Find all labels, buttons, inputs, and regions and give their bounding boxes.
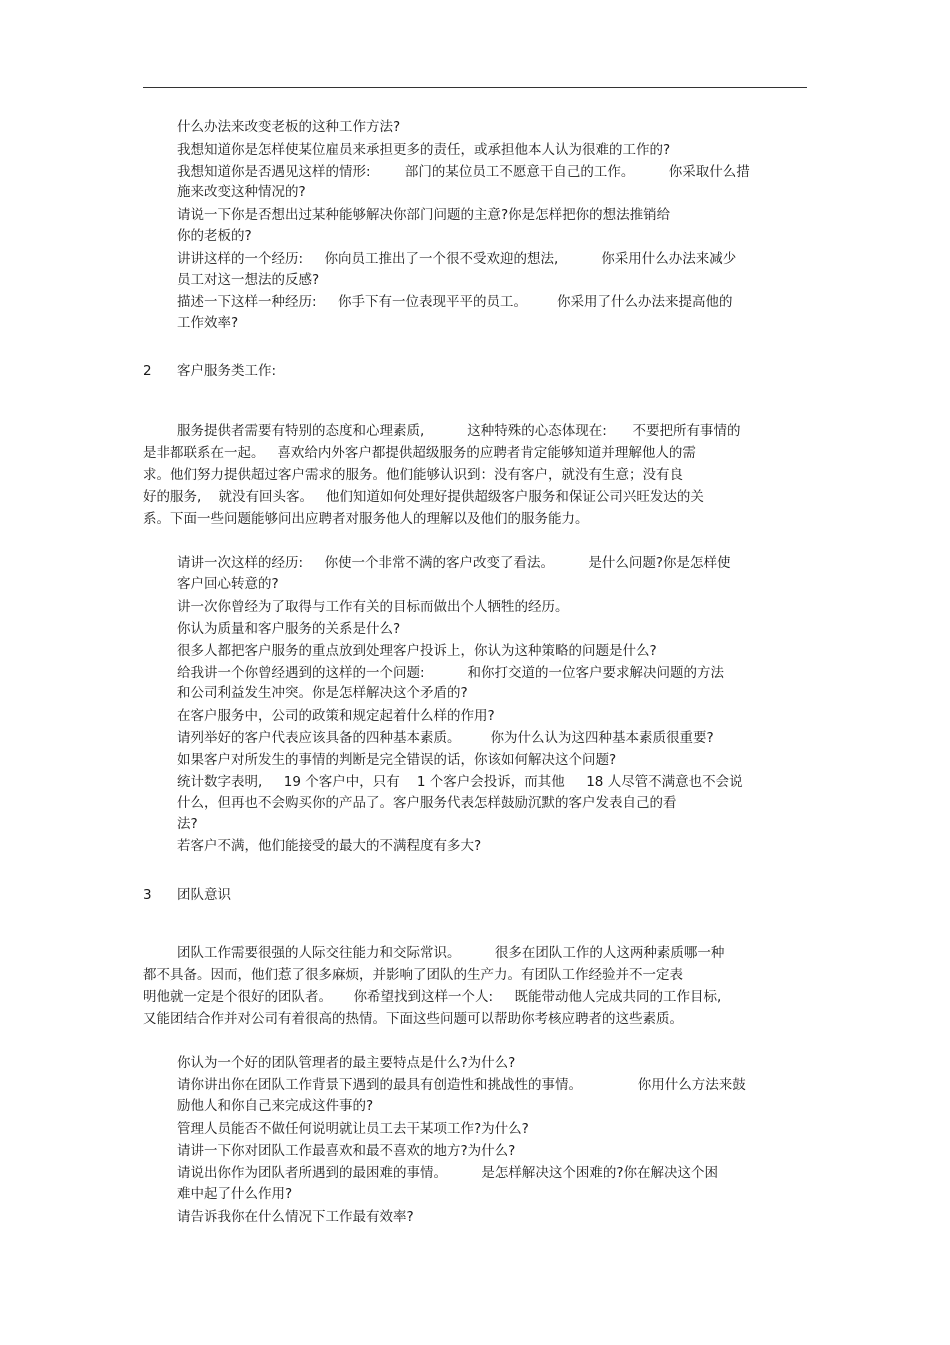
question-line: 客户回心转意的?: [177, 576, 279, 592]
question-line: 法?: [177, 816, 198, 832]
question-line: 请列举好的客户代表应该具备的四种基本素质。 你为什么认为这四种基本素质很重要?: [177, 730, 714, 746]
question-line: 和公司利益发生冲突。你是怎样解决这个矛盾的?: [177, 685, 468, 701]
question-line: 我想知道你是否遇见这样的情形: 部门的某位员工不愿意干自己的工作。 你采取什么措: [177, 164, 750, 180]
question-line: 描述一下这样一种经历: 你手下有一位表现平平的员工。 你采用了什么办法来提高他的: [177, 294, 733, 310]
question-line: 你的老板的?: [177, 228, 252, 244]
question-line: 请说一下你是否想出过某种能够解决你部门问题的主意?你是怎样把你的想法推销给: [177, 207, 671, 223]
question-line: 讲一次你曾经为了取得与工作有关的目标而做出个人牺牲的经历。: [177, 599, 569, 615]
question-line: 很多人都把客户服务的重点放到处理客户投诉上，你认为这种策略的问题是什么?: [177, 643, 657, 659]
section-number: 2: [143, 363, 152, 379]
question-line: 若客户不满，他们能接受的最大的不满程度有多大?: [177, 838, 482, 854]
paragraph-line: 是非都联系在一起。 喜欢给内外客户都提供超级服务的应聘者肯定能够知道并理解他人的需: [143, 445, 696, 461]
question-line: 在客户服务中，公司的政策和规定起着什么样的作用?: [177, 708, 495, 724]
paragraph-line: 都不具备。因而，他们惹了很多麻烦，并影响了团队的生产力。有团队工作经验并不一定表: [143, 967, 683, 983]
question-line: 什么办法来改变老板的这种工作方法?: [177, 119, 401, 135]
paragraph-line: 服务提供者需要有特别的态度和心理素质, 这种特殊的心态体现在: 不要把所有事情的: [177, 423, 741, 439]
question-line: 请告诉我你在什么情况下工作最有效率?: [177, 1209, 414, 1225]
paragraph-line: 团队工作需要很强的人际交往能力和交际常识。 很多在团队工作的人这两种素质哪一种: [177, 945, 725, 961]
question-line: 如果客户对所发生的事情的判断是完全错误的话，你该如何解决这个问题?: [177, 752, 617, 768]
question-line: 你认为一个好的团队管理者的最主要特点是什么?为什么?: [177, 1055, 516, 1071]
header-rule: [143, 87, 807, 88]
section-number: 3: [143, 887, 152, 903]
question-line: 励他人和你自己来完成这件事的?: [177, 1098, 374, 1114]
question-line: 请你讲出你在团队工作背景下遇到的最具有创造性和挑战性的事情。 你用什么方法来鼓: [177, 1077, 746, 1093]
paragraph-line: 系。下面一些问题能够问出应聘者对服务他人的理解以及他们的服务能力。: [143, 511, 589, 527]
question-line: 工作效率?: [177, 315, 239, 331]
question-line: 施来改变这种情况的?: [177, 184, 306, 200]
paragraph-line: 又能团结合作并对公司有着很高的热情。下面这些问题可以帮助你考核应聘者的这些素质。: [143, 1011, 683, 1027]
paragraph-line: 求。他们努力提供超过客户需求的服务。他们能够认识到：没有客户，就没有生意；没有良: [143, 467, 683, 483]
question-line: 请说出你作为团队者所遇到的最困难的事情。 是怎样解决这个困难的?你在解决这个困: [177, 1165, 718, 1181]
question-line: 员工对这一想法的反感?: [177, 272, 320, 288]
question-line: 管理人员能否不做任何说明就让员工去干某项工作?为什么?: [177, 1121, 529, 1137]
question-line: 我想知道你是怎样使某位雇员来承担更多的责任，或承担他本人认为很难的工作的?: [177, 142, 671, 158]
question-line: 请讲一下你对团队工作最喜欢和最不喜欢的地方?为什么?: [177, 1143, 516, 1159]
question-line: 你认为质量和客户服务的关系是什么?: [177, 621, 401, 637]
question-line: 难中起了什么作用?: [177, 1186, 293, 1202]
section-title: 客户服务类工作:: [177, 363, 277, 379]
paragraph-line: 明他就一定是个很好的团队者。 你希望找到这样一个人: 既能带动他人完成共同的工作目标,: [143, 989, 722, 1005]
question-line: 统计数字表明, 19 个客户中，只有 1 个客户会投诉，而其他 18 人尽管不满意也不会说: [177, 774, 743, 790]
section-title: 团队意识: [177, 887, 231, 903]
paragraph-line: 好的服务, 就没有回头客。 他们知道如何处理好提供超级客户服务和保证公司兴旺发达的关: [143, 489, 704, 505]
question-line: 讲讲这样的一个经历: 你向员工推出了一个很不受欢迎的想法, 你采用什么办法来减少: [177, 251, 737, 267]
question-line: 给我讲一个你曾经遇到的这样的一个问题: 和你打交道的一位客户要求解决问题的方法: [177, 665, 724, 681]
question-line: 请讲一次这样的经历: 你使一个非常不满的客户改变了看法。 是什么问题?你是怎样使: [177, 555, 731, 571]
question-line: 什么，但再也不会购买你的产品了。客户服务代表怎样鼓励沉默的客户发表自己的看: [177, 795, 677, 811]
